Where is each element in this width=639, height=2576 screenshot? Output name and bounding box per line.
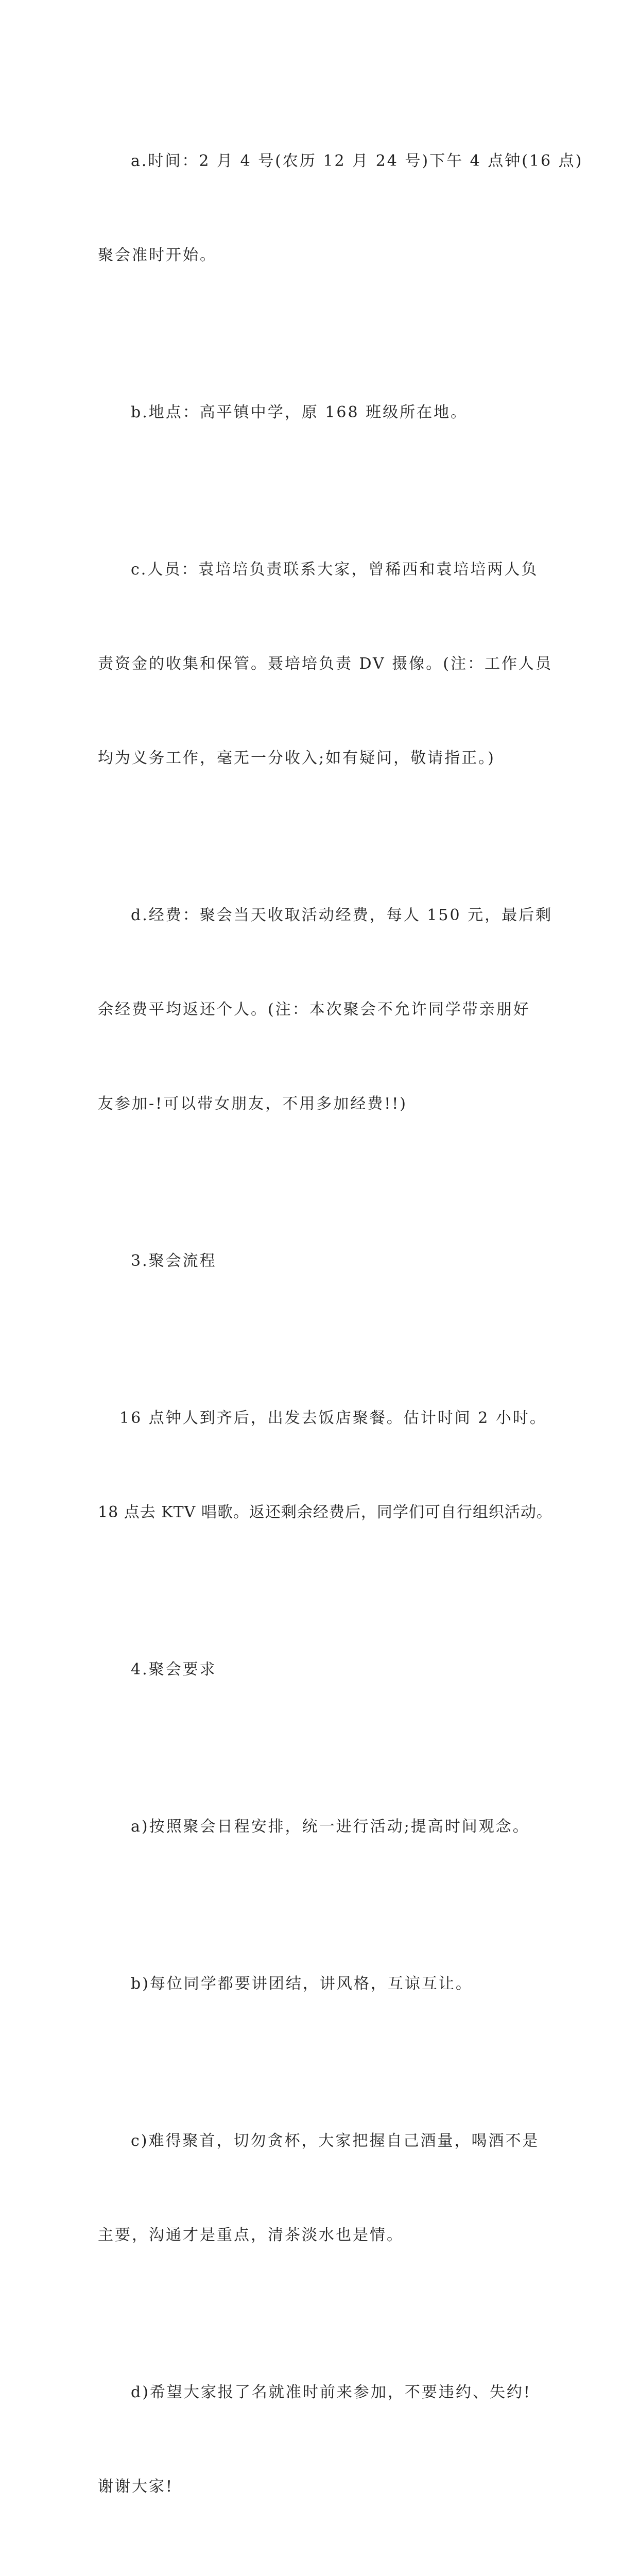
paragraph-requirement-d: [98, 2314, 551, 2565]
text-line: b.地点：高平镇中学，原 168 班级所在地。: [131, 403, 468, 421]
text-line: 均为义务工作，毫无一分收入;如有疑问，敬请指正。): [98, 749, 495, 767]
text-line: 友参加-!可以带女朋友，不用多加经费!!): [98, 1095, 408, 1113]
text-line: d.经费：聚会当天收取活动经费，每人 150 元，最后剩: [131, 906, 553, 924]
text-line: a)按照聚会日程安排，统一进行活动;提高时间观念。: [131, 1818, 530, 1836]
text-line: c.人员：袁培培负责联系大家，曾稀西和袁培培两人负: [131, 561, 539, 579]
text-line: 责资金的收集和保管。聂培培负责 DV 摄像。(注：工作人员: [98, 655, 552, 673]
paragraph-process: [98, 1340, 551, 1591]
paragraph-location: [98, 334, 551, 491]
text-line: 余经费平均返还个人。(注：本次聚会不允许同学带亲朋好: [98, 1001, 530, 1019]
text-line: 主要，沟通才是重点，清茶淡水也是情。: [98, 2226, 404, 2244]
text-line: a.时间：2 月 4 号(农历 12 月 24 号)下午 4 点钟(16 点): [131, 152, 583, 170]
paragraph-time: [98, 82, 583, 334]
paragraph-requirement-c: [98, 2062, 551, 2314]
section-heading-process: [98, 1182, 551, 1340]
text-line: b)每位同学都要讲团结，讲风格，互谅互让。: [131, 1975, 473, 1993]
paragraph-funds: [98, 837, 551, 1182]
document-body: [98, 82, 583, 2576]
paragraph-requirement-b: [98, 1905, 551, 2062]
text-line: 3.聚会流程: [131, 1252, 217, 1270]
paragraph-closing: [98, 2565, 551, 2576]
text-line: 谢谢大家!: [98, 2478, 174, 2496]
section-heading-requirements: [98, 1591, 551, 1748]
text-line: c)难得聚首，切勿贪杯，大家把握自己酒量，喝酒不是: [131, 2132, 540, 2150]
text-line: 18 点去 KTV 唱歌。返还剩余经费后，同学们可自行组织活动。: [98, 1503, 552, 1521]
text-line: 16 点钟人到齐后，出发去饭店聚餐。估计时间 2 小时。: [119, 1409, 547, 1427]
paragraph-requirement-a: [98, 1748, 551, 1905]
text-line: d)希望大家报了名就准时前来参加，不要违约、失约!: [131, 2383, 531, 2401]
paragraph-personnel: [98, 491, 551, 837]
text-line: 4.聚会要求: [131, 1660, 217, 1679]
text-line: 聚会准时开始。: [98, 246, 217, 264]
